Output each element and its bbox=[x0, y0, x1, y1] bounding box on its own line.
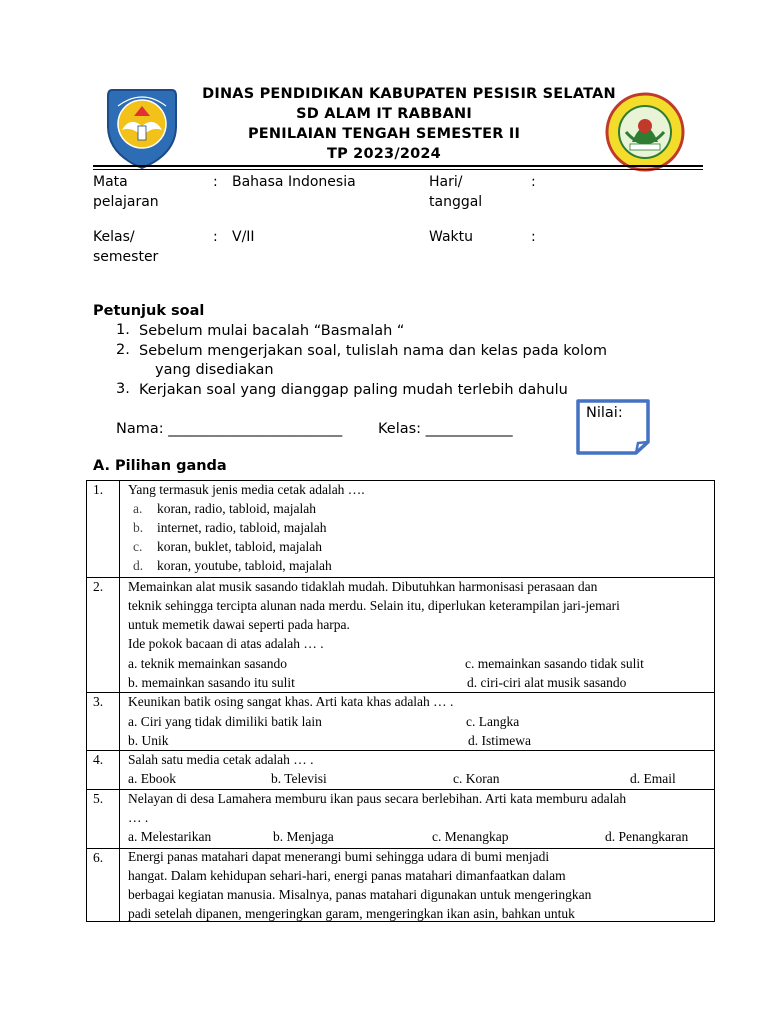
waktu-colon: : bbox=[531, 229, 536, 245]
header-divider bbox=[93, 165, 703, 167]
kelas-value: V/II bbox=[232, 229, 255, 245]
q4-opt-b[interactable]: b. Televisi bbox=[271, 771, 327, 786]
q3-number: 3. bbox=[93, 694, 104, 709]
mapel-label: Mata pelajaran bbox=[93, 174, 159, 210]
q5-opt-c[interactable]: c. Menangkap bbox=[432, 829, 509, 844]
q5-opt-a[interactable]: a. Melestarikan bbox=[128, 829, 212, 844]
q1-number: 1. bbox=[93, 482, 104, 497]
q2-opt-c[interactable]: c. memainkan sasando tidak sulit bbox=[465, 656, 644, 671]
header-school: SD ALAM IT RABBANI bbox=[296, 106, 472, 122]
mapel-value: Bahasa Indonesia bbox=[232, 174, 356, 190]
q2-line-2: teknik sehingga tercipta alunan nada merdu. Selain itu, diperlukan keterampilan jari-jemari bbox=[128, 598, 620, 613]
header-divider-thin bbox=[93, 169, 703, 170]
q1-opt-a[interactable]: koran, radio, tabloid, majalah bbox=[157, 501, 316, 516]
q2-line-4: Ide pokok bacaan di atas adalah … . bbox=[128, 636, 324, 651]
nama-field[interactable]: Nama: ________________________ bbox=[116, 421, 343, 437]
header-year: TP 2023/2024 bbox=[327, 146, 441, 162]
q1-opt-c[interactable]: koran, buklet, tabloid, majalah bbox=[157, 539, 322, 554]
q2-number: 2. bbox=[93, 579, 104, 594]
q1-opt-c-letter: c. bbox=[133, 539, 143, 554]
q3-opt-d[interactable]: d. Istimewa bbox=[468, 733, 531, 748]
q3-opt-b[interactable]: b. Unik bbox=[128, 733, 169, 748]
kelas-colon: : bbox=[213, 229, 218, 245]
q6-line-1: Energi panas matahari dapat menerangi bumi sehingga udara di bumi menjadi bbox=[128, 849, 550, 864]
table-number-column-divider bbox=[119, 480, 120, 922]
q3-opt-a[interactable]: a. Ciri yang tidak dimiliki batik lain bbox=[128, 714, 322, 729]
q6-line-3: berbagai kegiatan manusia. Misalnya, panas matahari digunakan untuk mengeringkan bbox=[128, 887, 592, 902]
q2-opt-b[interactable]: b. memainkan sasando itu sulit bbox=[128, 675, 295, 690]
nilai-box bbox=[575, 398, 651, 456]
petunjuk-text-3: Kerjakan soal yang dianggap paling mudah terlebih dahulu bbox=[139, 382, 568, 398]
header-agency: DINAS PENDIDIKAN KABUPATEN PESISIR SELATAN bbox=[202, 86, 616, 102]
q4-opt-d[interactable]: d. Email bbox=[630, 771, 676, 786]
hari-colon: : bbox=[531, 174, 536, 190]
q5-text-2: … . bbox=[128, 810, 149, 825]
row-divider bbox=[86, 750, 715, 751]
q4-number: 4. bbox=[93, 752, 104, 767]
q2-line-1: Memainkan alat musik sasando tidaklah mudah. Dibutuhkan harmonisasi perasaan dan bbox=[128, 579, 598, 594]
row-divider bbox=[86, 577, 715, 578]
q4-text: Salah satu media cetak adalah … . bbox=[128, 752, 314, 767]
waktu-label: Waktu bbox=[429, 229, 473, 245]
q3-opt-c[interactable]: c. Langka bbox=[466, 714, 520, 729]
section-a-title: A. Pilihan ganda bbox=[93, 458, 227, 474]
q6-line-4: padi setelah dipanen, mengeringkan garam, mengeringkan ikan asin, bahkan untuk bbox=[128, 906, 575, 921]
q1-text: Yang termasuk jenis media cetak adalah …. bbox=[128, 482, 365, 497]
row-divider bbox=[86, 789, 715, 790]
q1-opt-b[interactable]: internet, radio, tabloid, majalah bbox=[157, 520, 327, 535]
header-exam: PENILAIAN TENGAH SEMESTER II bbox=[247, 126, 521, 142]
q2-opt-a[interactable]: a. teknik memainkan sasando bbox=[128, 656, 287, 671]
mapel-colon: : bbox=[213, 174, 218, 190]
q5-text: Nelayan di desa Lamahera memburu ikan paus secara berlebihan. Arti kata memburu adalah bbox=[128, 791, 627, 806]
q4-opt-a[interactable]: a. Ebook bbox=[128, 771, 176, 786]
row-divider bbox=[86, 692, 715, 693]
kelas-label: Kelas/ semester bbox=[93, 229, 159, 265]
petunjuk-text-1: Sebelum mulai bacalah “Basmalah “ bbox=[139, 323, 405, 339]
petunjuk-num-3: 3. bbox=[116, 381, 130, 397]
hari-label: Hari/ tanggal bbox=[429, 174, 483, 210]
q1-opt-b-letter: b. bbox=[133, 520, 144, 535]
q1-opt-d-letter: d. bbox=[133, 558, 144, 573]
kelas-field[interactable]: Kelas: ____________ bbox=[378, 421, 513, 437]
q1-opt-d[interactable]: koran, youtube, tabloid, majalah bbox=[157, 558, 332, 573]
petunjuk-text-2: Sebelum mengerjakan soal, tulislah nama dan kelas pada kolom bbox=[139, 343, 608, 359]
q5-opt-b[interactable]: b. Menjaga bbox=[273, 829, 334, 844]
q5-number: 5. bbox=[93, 791, 104, 806]
q6-line-2: hangat. Dalam kehidupan sehari-hari, energi panas matahari dimanfaatkan dalam bbox=[128, 868, 566, 883]
q1-opt-a-letter: a. bbox=[133, 501, 143, 516]
q2-line-3: untuk memetik dawai seperti pada harpa. bbox=[128, 617, 350, 632]
q2-opt-d[interactable]: d. ciri-ciri alat musik sasando bbox=[467, 675, 627, 690]
q3-text: Keunikan batik osing sangat khas. Arti kata khas adalah … . bbox=[128, 694, 454, 709]
q4-opt-c[interactable]: c. Koran bbox=[453, 771, 500, 786]
q5-opt-d[interactable]: d. Penangkaran bbox=[605, 829, 689, 844]
petunjuk-title: Petunjuk soal bbox=[93, 303, 205, 319]
q6-number: 6. bbox=[93, 850, 104, 865]
petunjuk-text-2b: yang disediakan bbox=[155, 362, 274, 378]
petunjuk-num-1: 1. bbox=[116, 322, 130, 338]
petunjuk-num-2: 2. bbox=[116, 342, 130, 358]
nilai-label: Nilai: bbox=[586, 405, 623, 421]
